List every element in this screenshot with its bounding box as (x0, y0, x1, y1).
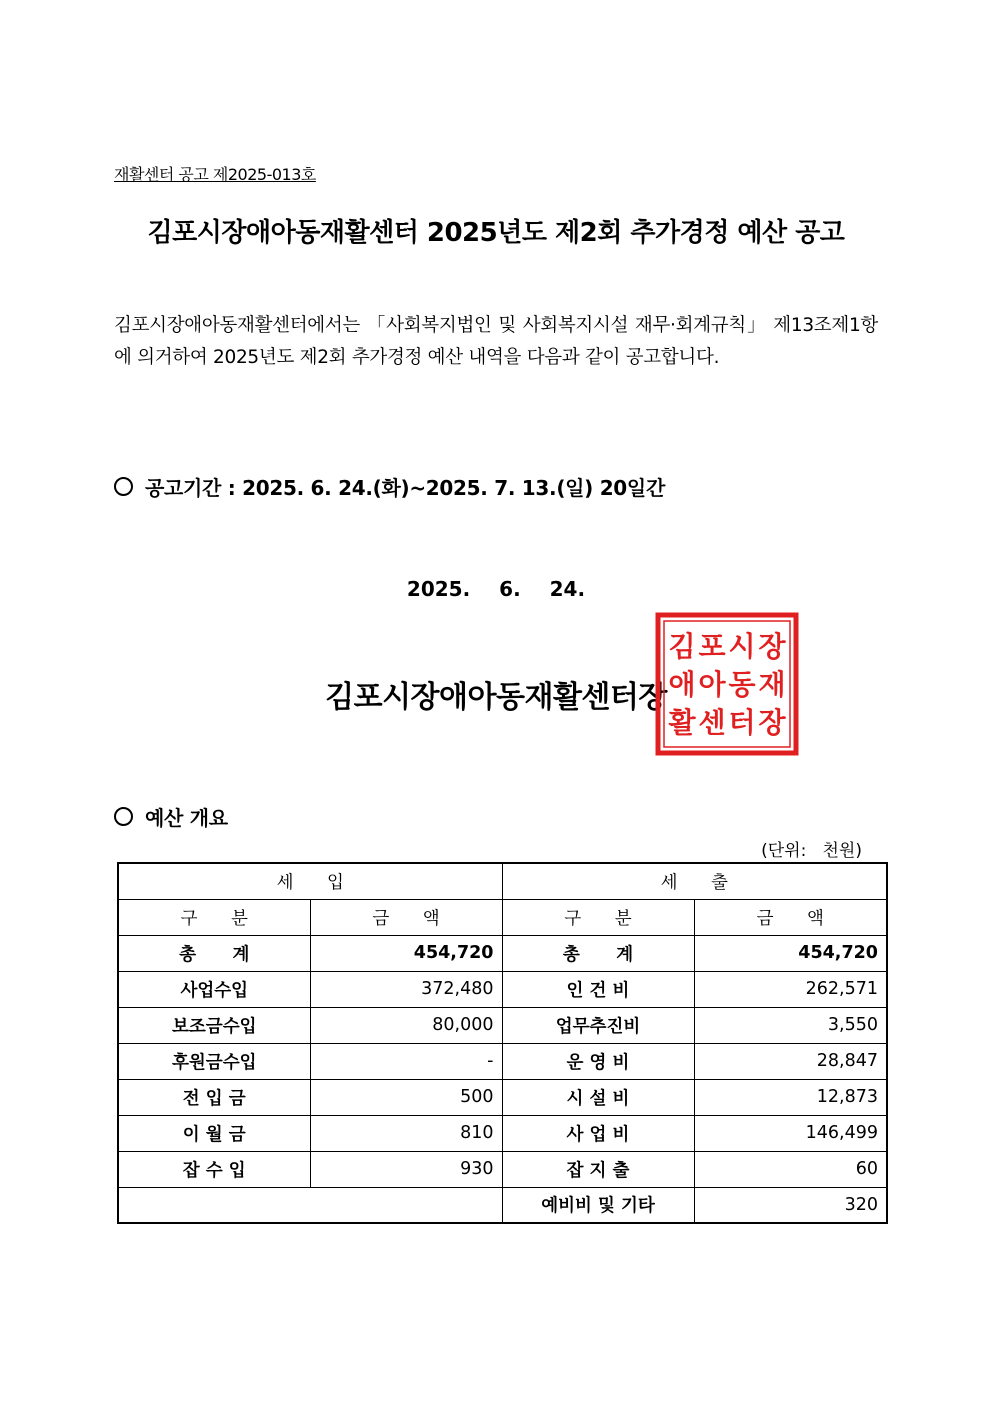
table-row (118, 1151, 887, 1187)
budget-table (117, 862, 888, 1224)
income-label: 잡 수 입 (118, 1151, 310, 1187)
doc-number: 재활센터 공고 제2025-013호 (114, 165, 316, 184)
expense-label: 시 설 비 (502, 1079, 694, 1115)
income-label: 사업수입 (118, 971, 310, 1007)
expense-header: 세 출 (502, 863, 887, 899)
expense-amount: 320 (694, 1187, 887, 1223)
seal-glyph: 재 (758, 668, 786, 701)
circle-bullet-icon (114, 807, 133, 826)
income-amount: 930 (310, 1151, 502, 1187)
expense-amount: 60 (694, 1151, 887, 1187)
intro-paragraph: 김포시장애아동재활센터에서는 「사회복지법인 및 사회복지시설 재무·회계규칙」 제13조제1항에 의거하여 2025년도 제2회 추가경정 예산 내역을 다음과 같이 공고합니다. (114, 315, 878, 368)
income-header: 세 입 (118, 863, 502, 899)
table-row (118, 1007, 887, 1043)
expense-amount-header: 금 액 (694, 899, 887, 935)
expense-label: 업무추진비 (502, 1007, 694, 1043)
income-amount: - (310, 1043, 502, 1079)
income-amount: 372,480 (310, 971, 502, 1007)
seal-glyph: 활 (668, 706, 696, 739)
expense-amount: 12,873 (694, 1079, 887, 1115)
expense-label: 인 건 비 (502, 971, 694, 1007)
seal-glyph: 김 (668, 630, 696, 663)
overview-heading (114, 802, 228, 831)
expense-amount: 28,847 (694, 1043, 887, 1079)
expense-amount: 3,550 (694, 1007, 887, 1043)
expense-amount: 146,499 (694, 1115, 887, 1151)
seal-glyph: 장 (758, 706, 786, 739)
income-empty-cell (118, 1187, 502, 1223)
income-amount: 454,720 (310, 935, 502, 971)
table-row (118, 935, 887, 971)
official-seal-icon (655, 612, 799, 756)
table-row (118, 1187, 887, 1223)
income-label: 총 계 (118, 935, 310, 971)
table-row (118, 971, 887, 1007)
table-row (118, 1115, 887, 1151)
table-subheader-row (118, 899, 887, 935)
income-label: 이 월 금 (118, 1115, 310, 1151)
seal-glyph: 아 (698, 668, 726, 701)
income-amount: 500 (310, 1079, 502, 1115)
doc-title: 김포시장애아동재활센터 2025년도 제2회 추가경정 예산 공고 (147, 218, 845, 248)
income-amount: 810 (310, 1115, 502, 1151)
seal-glyph: 센 (698, 706, 726, 739)
income-category-header: 구 분 (118, 899, 310, 935)
seal-glyph: 애 (668, 668, 696, 701)
seal-glyph: 동 (728, 668, 756, 701)
seal-glyph: 포 (698, 630, 726, 663)
org-name: 김포시장애아동재활센터장 (325, 680, 667, 715)
publish-date: 2025. 6. 24. (406, 577, 586, 601)
notice-period-text: 공고기간 : 2025. 6. 24.(화)~2025. 7. 13.(일) 20일간 (145, 476, 665, 500)
seal-glyph: 터 (728, 706, 756, 739)
income-label: 보조금수입 (118, 1007, 310, 1043)
table-row (118, 1079, 887, 1115)
seal-glyph: 시 (728, 630, 756, 663)
income-amount: 80,000 (310, 1007, 502, 1043)
expense-label: 운 영 비 (502, 1043, 694, 1079)
overview-heading-text: 예산 개요 (145, 806, 228, 830)
expense-label: 총 계 (502, 935, 694, 971)
expense-amount: 262,571 (694, 971, 887, 1007)
income-label: 후원금수입 (118, 1043, 310, 1079)
income-amount-header: 금 액 (310, 899, 502, 935)
income-label: 전 입 금 (118, 1079, 310, 1115)
unit-note: (단위: 천원) (761, 841, 862, 861)
seal-glyph: 장 (758, 630, 786, 663)
table-header-row (118, 863, 887, 899)
expense-label: 사 업 비 (502, 1115, 694, 1151)
expense-category-header: 구 분 (502, 899, 694, 935)
expense-label: 예비비 및 기타 (502, 1187, 694, 1223)
notice-period (114, 472, 665, 501)
expense-amount: 454,720 (694, 935, 887, 971)
expense-label: 잡 지 출 (502, 1151, 694, 1187)
table-row (118, 1043, 887, 1079)
circle-bullet-icon (114, 477, 133, 496)
